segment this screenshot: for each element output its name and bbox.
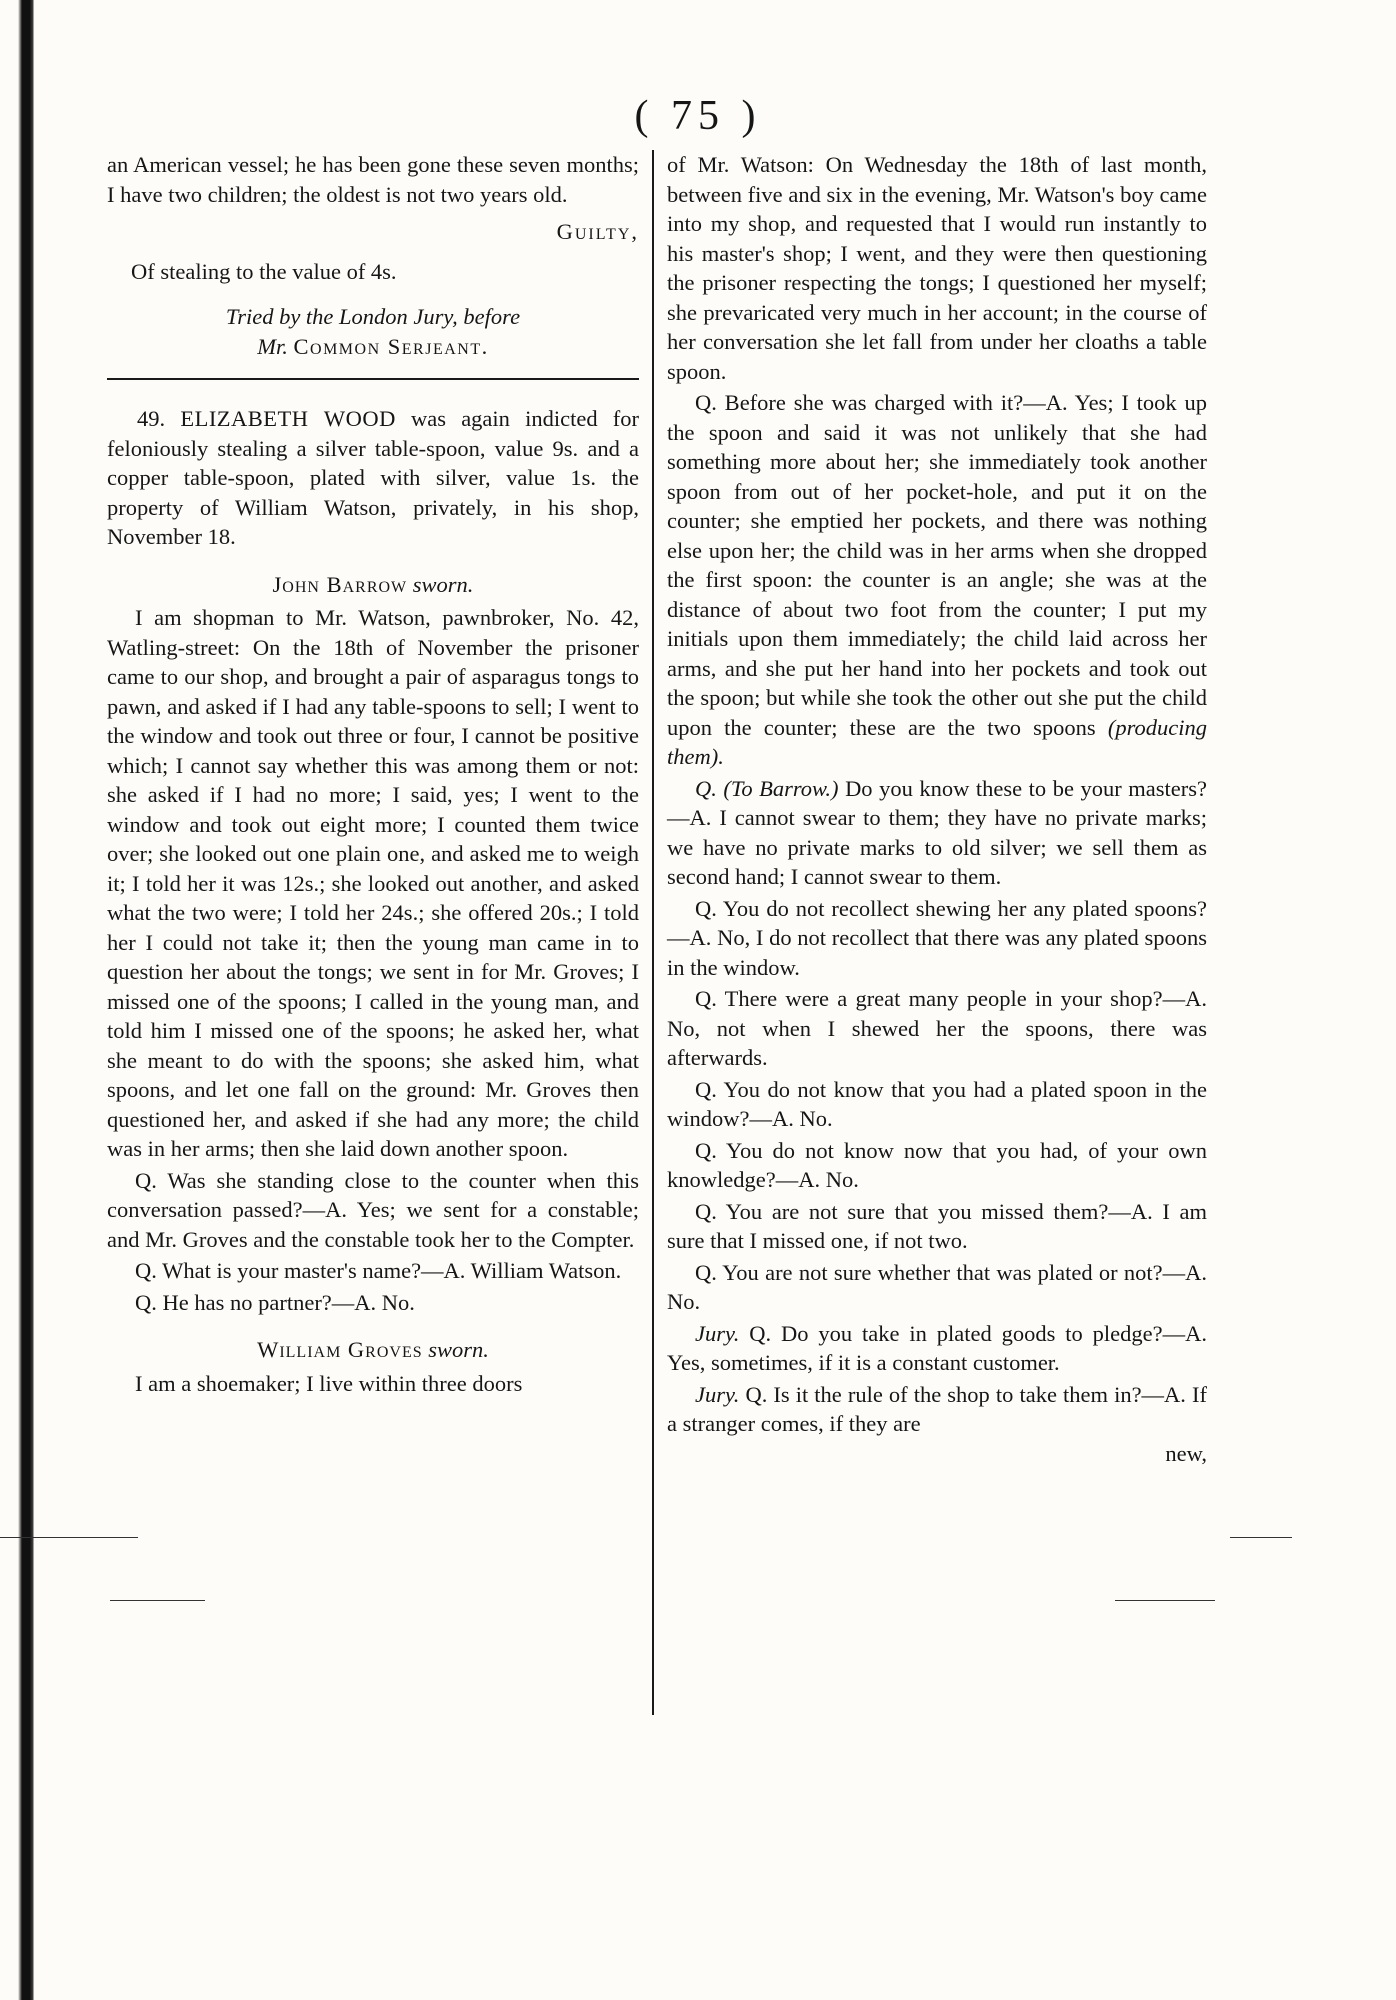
tried-line: Tried by the London Jury, before [225, 304, 521, 329]
witness-sworn: sworn. [428, 1337, 489, 1362]
qa-text: Q. Before she was charged with it?—A. Yes; I took up the spoon and said it was not unlikely that she had something more about her; she immediately took another spoon from out of her pocket-hole, and put it on the counter; she emptied her pockets, and there was nothing else upon her; the child was in her arms when she dropped the first spoon: the counter is an angle; she was at the distance of about two foot from the counter; I put my initials upon them immediately; the child laid across her arms, and she put her hand into her pockets and took out the spoon; but while she took the other out she put the child upon the counter; these are the two spoons [667, 390, 1207, 740]
testimony: of Mr. Watson: On Wednesday the 18th of last month, between five and six in the evening, Mr. Watson's boy came into my shop, and requested that I would run instantly to his master's shop; I went, and they were then questioning the prisoner respecting the tongs; I questioned her myself; she prevaricated very much in her account; in the course of her conversation she let fall from under her cloaths a table spoon. [667, 152, 1207, 384]
question-answer: Q. You do not know now that you had, of your own knowledge?—A. No. [667, 1137, 1207, 1192]
offence: Of stealing to the value of 4s. [131, 258, 397, 284]
stage-direction: (producing them). [667, 714, 1208, 769]
question-answer: Q. You do not recollect shewing her any plated spoons?—A. No, I do not recollect that there was any plated spoons in the window. [667, 895, 1207, 980]
case-heading [107, 404, 639, 552]
testimony: I am a shoemaker; I live within three doors [135, 1370, 523, 1396]
witness-heading [107, 1335, 639, 1365]
binding-edge [0, 0, 34, 2000]
testimony: I am shopman to Mr. Watson, pawnbroker, No. 42, Watling-street: On the 18th of November the prisoner came to our shop, and brought a pair of asparagus tongs to pawn, and asked if I had any table-spoons to sell; I went to the window and took out three or four, I cannot be positive which; I cannot say whether this was among them or not: she asked if I had no more; I said, yes; I went to the window and took out eight more; I counted them twice over; she looked out one plain one, and asked me to weigh it; I told her it was 12s.; she looked out another, and asked what the two were; I told her 24s.; she offered 20s.; I told her I could not take it; then the young man came in to question her about the tongs; we sent in for Mr. Groves; I missed one of the spoons; I called in the young man, and told him I missed one of the spoons; he asked her, what she meant to do with the spoons; she asked him, what spoons, and let one fall on the ground: Mr. Groves then questioned her, and asked if she had any more; the child was in her arms; then she laid down another spoon. [107, 605, 639, 1161]
scan-line [1115, 1600, 1215, 1601]
scan-line [110, 1600, 205, 1601]
jury-question [667, 1319, 1207, 1378]
jury-speaker: Jury. [695, 1320, 740, 1346]
right-column [667, 150, 1207, 1468]
witness-heading [107, 570, 639, 600]
section-rule [107, 378, 639, 380]
scan-line [1230, 1537, 1292, 1538]
qa-text: Q. Is it the rule of the shop to take them in?—A. If a stranger comes, if they are [667, 1381, 1207, 1436]
question-answer [667, 774, 1207, 892]
question-answer: Q. You are not sure whether that was plated or not?—A. No. [667, 1259, 1207, 1314]
qa-text: Q. Do you take in plated goods to pledge?—A. Yes, sometimes, if it is a constant customer. [667, 1320, 1208, 1375]
page-number: ( 75 ) [634, 93, 762, 139]
jury-speaker: Jury. [695, 1381, 740, 1407]
left-column [107, 150, 639, 1398]
tried-mr: Mr. [257, 334, 288, 359]
tried-judge: Common Serjeant. [293, 334, 489, 359]
qa-addressee: Q. (To Barrow.) [695, 775, 839, 801]
question-answer: Q. He has no partner?—A. No. [135, 1289, 415, 1315]
case-number: 49. [137, 406, 166, 431]
question-answer: Q. There were a great many people in your shop?—A. No, not when I shewed her the spoons, there was afterwards. [667, 986, 1207, 1070]
question-answer: Q. What is your master's name?—A. William Watson. [135, 1258, 622, 1283]
question-answer: Q. Was she standing close to the counter when this conversation passed?—A. Yes; we sent for a constable; and Mr. Groves and the constable took her to the Compter. [107, 1167, 639, 1252]
indictment-text: was again indicted for feloniously stealing a silver table-spoon, value 9s. and a copper table-spoon, plated with silver, value 1s. the property of William Watson, privately, in his shop, November 18. [107, 406, 640, 549]
question-answer: Q. You do not know that you had a plated spoon in the window?—A. No. [667, 1076, 1207, 1131]
defendant-name: ELIZABETH WOOD [180, 406, 396, 431]
qa-text: Do you know these to be your masters?—A. I cannot swear to them; they have no private marks; we have no private marks to old silver; we sell them as second hand; I cannot swear to them. [667, 775, 1207, 889]
witness-name: William Groves [257, 1337, 423, 1362]
paragraph: an American vessel; he has been gone these seven months; I have two children; the oldest is not two years old. [107, 152, 639, 207]
scan-line [0, 1537, 138, 1538]
catchword: new, [1165, 1440, 1207, 1466]
witness-name: John Barrow [272, 571, 408, 597]
question-answer [667, 388, 1207, 772]
question-answer: Q. You are not sure that you missed them?—A. I am sure that I missed one, if not two. [667, 1198, 1207, 1253]
column-divider [652, 150, 654, 1715]
tried-before [107, 302, 639, 362]
witness-sworn: sworn. [412, 571, 474, 597]
jury-question [667, 1380, 1207, 1439]
verdict: Guilty, [556, 219, 639, 244]
